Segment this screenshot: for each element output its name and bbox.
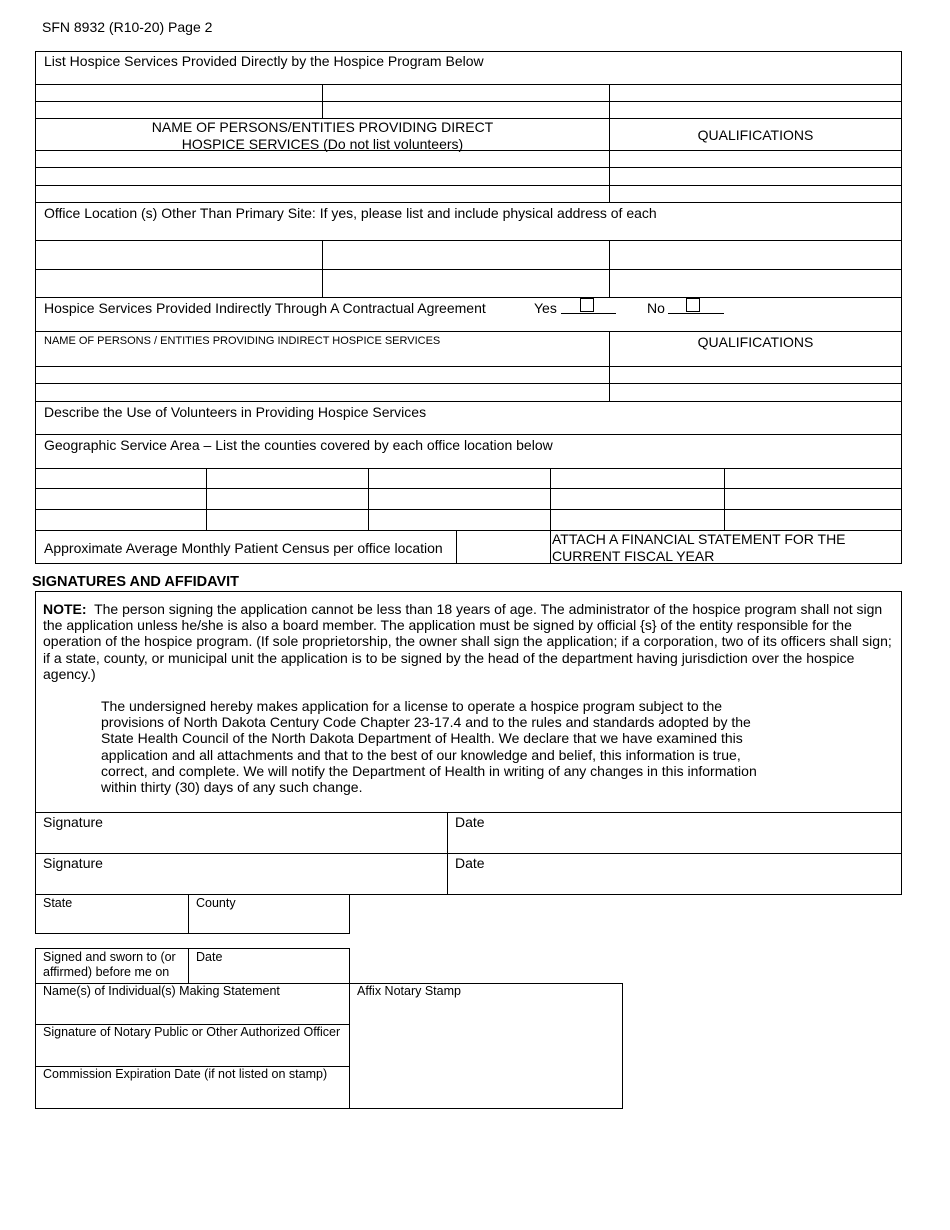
- yes-label: Yes: [534, 300, 557, 316]
- county-field[interactable]: [207, 489, 368, 509]
- census-label: Approximate Average Monthly Patient Census per office location: [44, 540, 443, 556]
- indirect-qualification-field[interactable]: [610, 367, 901, 383]
- county-field[interactable]: [725, 510, 901, 530]
- county-field[interactable]: [369, 489, 550, 509]
- sworn-date-field[interactable]: Date: [196, 950, 223, 964]
- date-field-2[interactable]: Date: [455, 855, 485, 871]
- date-field-1[interactable]: Date: [455, 814, 485, 830]
- indirect-qualification-field[interactable]: [610, 384, 901, 401]
- county-field[interactable]: [207, 510, 368, 530]
- direct-service-field[interactable]: [323, 85, 609, 101]
- notary-stamp-area[interactable]: Affix Notary Stamp: [357, 984, 461, 998]
- form-id: SFN 8932 (R10-20) Page 2: [42, 19, 213, 35]
- direct-service-field[interactable]: [610, 102, 901, 118]
- qualification-field[interactable]: [610, 186, 901, 202]
- person-name-field[interactable]: [36, 186, 609, 202]
- geographic-label: Geographic Service Area – List the counties covered by each office location below: [44, 437, 553, 453]
- direct-service-field[interactable]: [36, 102, 322, 118]
- state-field[interactable]: State: [43, 896, 73, 910]
- county-field[interactable]: [207, 469, 368, 488]
- indirect-header: NAME OF PERSONS / ENTITIES PROVIDING INDIRECT HOSPICE SERVICES: [44, 335, 441, 347]
- no-label: No: [647, 300, 665, 316]
- county-field[interactable]: [725, 469, 901, 488]
- census-field[interactable]: [457, 531, 550, 564]
- financial-statement-note: ATTACH A FINANCIAL STATEMENT FOR THE CURRENT FISCAL YEAR: [552, 531, 846, 564]
- county-field[interactable]: [36, 469, 206, 488]
- indirect-person-field[interactable]: [36, 384, 609, 401]
- direct-service-field[interactable]: [36, 85, 322, 101]
- office-location-label: Office Location (s) Other Than Primary Site: If yes, please list and include physical address of each: [44, 205, 657, 221]
- office-location-field[interactable]: [610, 241, 901, 269]
- office-location-field[interactable]: [323, 270, 609, 297]
- county-field[interactable]: [551, 510, 724, 530]
- volunteers-label: Describe the Use of Volunteers in Providing Hospice Services: [44, 404, 427, 420]
- indirect-qualifications-header: QUALIFICATIONS: [697, 334, 814, 350]
- office-location-field[interactable]: [36, 270, 322, 297]
- county-field[interactable]: [725, 489, 901, 509]
- county-field-sig[interactable]: County: [196, 896, 236, 910]
- county-field[interactable]: [551, 469, 724, 488]
- yes-checkbox[interactable]: [580, 298, 594, 312]
- volunteers-field[interactable]: [36, 420, 901, 434]
- indirect-person-field[interactable]: [36, 367, 609, 383]
- qualification-field[interactable]: [610, 168, 901, 185]
- no-checkbox[interactable]: [686, 298, 700, 312]
- county-field[interactable]: [36, 510, 206, 530]
- individual-names-field[interactable]: Name(s) of Individual(s) Making Statement: [43, 984, 280, 998]
- person-name-field[interactable]: [36, 168, 609, 185]
- county-field[interactable]: [369, 510, 550, 530]
- direct-service-field[interactable]: [610, 85, 901, 101]
- note-paragraph: NOTE: The person signing the application cannot be less than 18 years of age. The administrator of the hospice program shall not sign the application unless he/she is also a board member. The application must be signed by official {s} of the entity responsible for the operation of the hospice program. (If sole proprietorship, the owner shall sign the application; if a corporation, two of its officers shall sign; if a state, county, or municipal unit the application is to be signed by the head of the department having jurisdiction over the hospice agency.): [43, 601, 892, 682]
- county-field[interactable]: [369, 469, 550, 488]
- signature-field-1[interactable]: Signature: [43, 814, 103, 830]
- notary-signature-field[interactable]: Signature of Notary Public or Other Authorized Officer: [43, 1025, 341, 1039]
- county-field[interactable]: [36, 489, 206, 509]
- office-location-field[interactable]: [323, 241, 609, 269]
- qualifications-header: QUALIFICATIONS: [697, 127, 814, 143]
- direct-service-field[interactable]: [323, 102, 609, 118]
- contractual-label: Hospice Services Provided Indirectly Through A Contractual Agreement: [44, 300, 486, 316]
- commission-date-field[interactable]: Commission Expiration Date (if not listed on stamp): [43, 1067, 328, 1081]
- qualification-field[interactable]: [610, 151, 901, 167]
- person-name-field[interactable]: [36, 151, 609, 167]
- direct-services-title: List Hospice Services Provided Directly by the Hospice Program Below: [44, 53, 484, 69]
- office-location-field[interactable]: [610, 270, 901, 297]
- office-location-field[interactable]: [36, 241, 322, 269]
- signature-field-2[interactable]: Signature: [43, 855, 103, 871]
- declaration-paragraph: The undersigned hereby makes application for a license to operate a hospice program subject to the provisions of North Dakota Century Code Chapter 23-17.4 and to the rules and standards adopted by the State Health Council of the North Dakota Department of Health. We declare that we have examined this application and all attachments and that to the best of our knowledge and belief, this information is true, correct, and complete. We will notify the Department of Health in writing of any changes in this information within thirty (30) days of any such change.: [101, 698, 757, 796]
- persons-header: NAME OF PERSONS/ENTITIES PROVIDING DIRECT HOSPICE SERVICES (Do not list volunteers): [151, 119, 494, 152]
- county-field[interactable]: [551, 489, 724, 509]
- section-title: SIGNATURES AND AFFIDAVIT: [32, 574, 240, 590]
- sworn-label: Signed and sworn to (or affirmed) before me on: [43, 950, 176, 979]
